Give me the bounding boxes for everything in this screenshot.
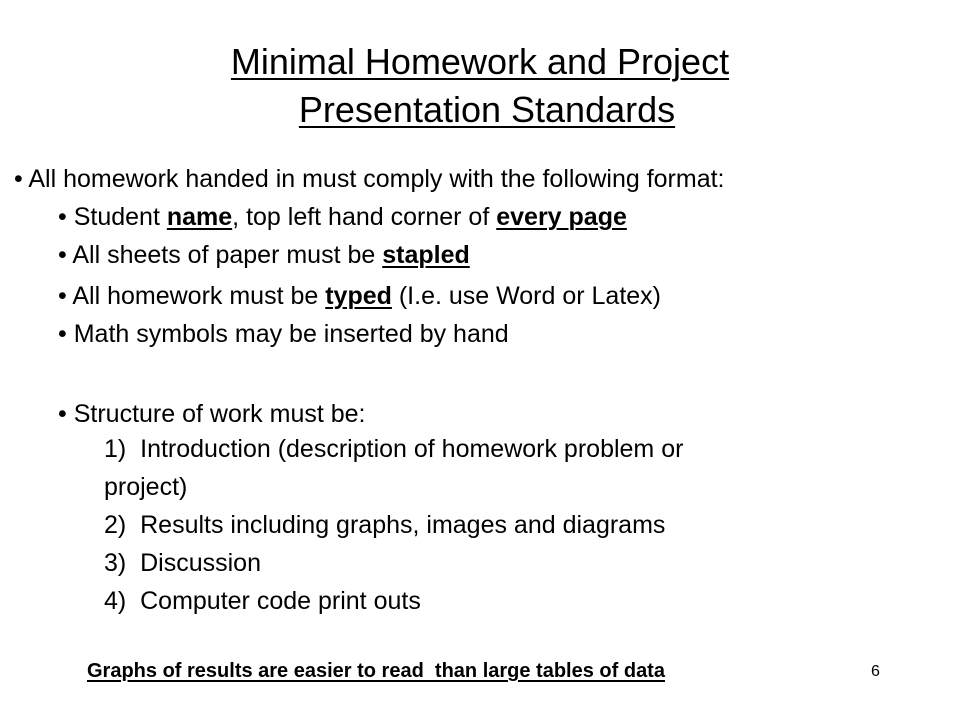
title-line-2: Presentation Standards: [298, 89, 676, 130]
emphasis-name: name: [166, 203, 233, 231]
format-item-post: (I.e. use Word or Latex): [391, 282, 661, 310]
emphasis-every-page: every page: [496, 203, 627, 231]
structure-item-3: 3) Discussion: [104, 549, 261, 577]
structure-item-2: 2) Results including graphs, images and diagrams: [104, 511, 666, 539]
bullet-icon: •: [14, 165, 23, 193]
format-item-stapled: [58, 239, 470, 271]
page-number: 6: [871, 663, 880, 680]
footer-note: Graphs of results are easier to read than large tables of data: [87, 660, 665, 682]
format-item-text: Math symbols may be inserted by hand: [73, 320, 509, 348]
structure-heading: Structure of work must be:: [73, 400, 366, 428]
format-item-text: [72, 282, 661, 310]
intro-text: All homework handed in must comply with the following format:: [28, 165, 725, 193]
structure-item-1-cont: project): [104, 473, 188, 501]
structure-heading-item: [58, 398, 366, 430]
title-line-1: Minimal Homework and Project: [230, 41, 730, 82]
format-item-typed: [58, 280, 661, 312]
format-item-text: [72, 241, 469, 269]
bullet-icon: •: [58, 400, 67, 428]
format-item-pre: Student: [73, 203, 167, 231]
structure-item-1: 1) Introduction (description of homework problem or: [104, 435, 684, 463]
format-item-name: [58, 201, 627, 233]
format-item-math: [58, 318, 509, 350]
bullet-icon: •: [58, 203, 67, 231]
structure-item-4: 4) Computer code print outs: [104, 587, 421, 615]
intro-bullet-item: [14, 163, 725, 195]
format-item-text: [74, 203, 627, 231]
format-item-pre: All sheets of paper must be: [72, 241, 383, 269]
bullet-icon: •: [58, 241, 67, 269]
bullet-icon: •: [58, 320, 67, 348]
emphasis-typed: typed: [325, 282, 392, 310]
format-item-mid: , top left hand corner of: [232, 203, 497, 231]
emphasis-stapled: stapled: [382, 241, 470, 269]
slide-title: [0, 38, 960, 134]
bullet-icon: •: [58, 282, 67, 310]
format-item-pre: All homework must be: [72, 282, 326, 310]
